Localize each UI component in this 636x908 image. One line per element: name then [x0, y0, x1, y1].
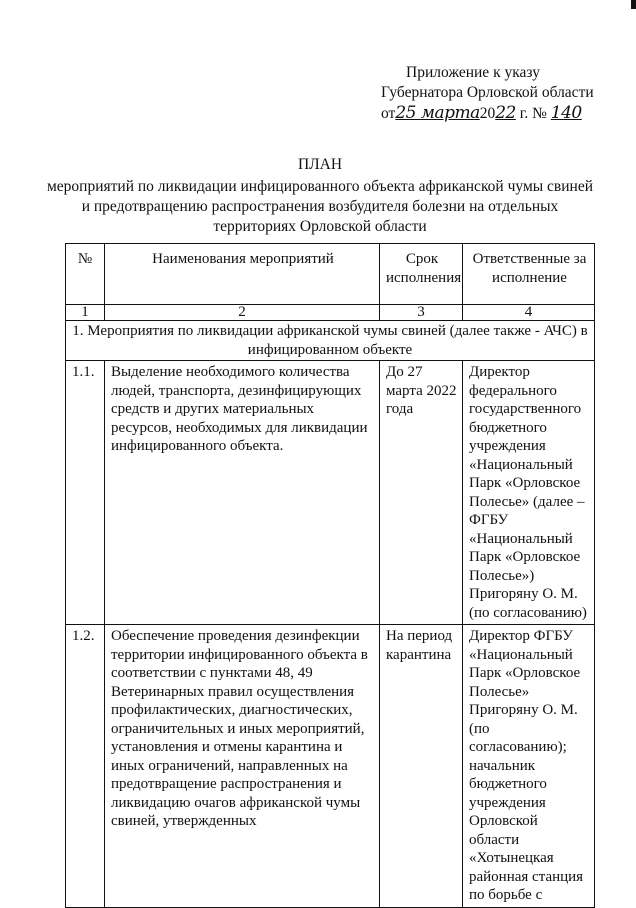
row-deadline: На период карантина — [380, 625, 463, 908]
date-prefix: от — [381, 105, 396, 122]
year-prefix: 20 — [479, 105, 496, 122]
appendix-block — [381, 63, 621, 124]
table-row — [66, 361, 595, 625]
handwritten-year: 22 — [495, 103, 516, 123]
plan-subtitle-line: территориях Орловской области — [213, 218, 427, 235]
row-number: 1.1. — [66, 361, 105, 625]
plan-subtitle — [40, 177, 600, 237]
row-responsible: Директор ФГБУ «Национальный Парк «Орловское Полесье» Пригоряну О. М. (по согласованию); начальник бюджетного учреждения Орловской области «Хотынецкая районная станция по борьбе с — [463, 625, 595, 908]
table-header-row — [66, 244, 595, 305]
row-activity: Обеспечение проведения дезинфекции территории инфицированного объекта в соответствии с пунктами 48, 49 Ветеринарных правил осуществления профилактических, диагностических, ограничительных и иных мероприятий, установления и отмены карантина и иных ограничений, направленных на предотвращение распространения и ликвидацию очагов африканской чумы свиней, утвержденных — [105, 625, 380, 908]
appendix-date-line — [381, 103, 621, 124]
header-activity-name: Наименования мероприятий — [105, 244, 380, 305]
plan-subtitle-line: мероприятий по ликвидации инфицированного объекта африканской чумы свиней — [46, 178, 594, 195]
row-responsible: Директор федерального государственного бюджетного учреждения «Национальный Парк «Орловское Полесье» (далее – ФГБУ «Национальный Парк «Орловское Полесье») Пригоряну О. М. (по согласованию) — [463, 361, 595, 625]
header-number: № — [66, 244, 105, 305]
section-row — [66, 321, 595, 361]
column-number-row — [66, 305, 595, 321]
section-title: 1. Мероприятия по ликвидации африканской чумы свиней (далее также - АЧС) в инфицированном объекте — [66, 321, 595, 361]
plan-table — [65, 243, 595, 908]
number-label: г. № — [519, 105, 547, 122]
column-number: 4 — [463, 305, 595, 321]
appendix-line-1: Приложение к указу — [406, 64, 540, 81]
header-deadline: Срок исполнения — [380, 244, 463, 305]
column-number: 2 — [105, 305, 380, 321]
row-deadline: До 27 марта 2022 года — [380, 361, 463, 625]
plan-subtitle-line: и предотвращению распространения возбудителя болезни на отдельных — [81, 198, 559, 215]
header-responsible: Ответственные за исполнение — [463, 244, 595, 305]
handwritten-number: 140 — [550, 103, 582, 123]
plan-title: ПЛАН — [297, 156, 343, 173]
row-activity: Выделение необходимого количества людей, транспорта, дезинфицирующих средств и других материальных ресурсов, необходимых для ликвидации инфицированного объекта. — [105, 361, 380, 625]
column-number: 1 — [66, 305, 105, 321]
column-number: 3 — [380, 305, 463, 321]
handwritten-date: 25 марта — [395, 103, 480, 123]
row-number: 1.2. — [66, 625, 105, 908]
scan-corner-mark — [631, 0, 636, 9]
table-row — [66, 625, 595, 908]
appendix-line-2: Губернатора Орловской области — [381, 84, 594, 101]
